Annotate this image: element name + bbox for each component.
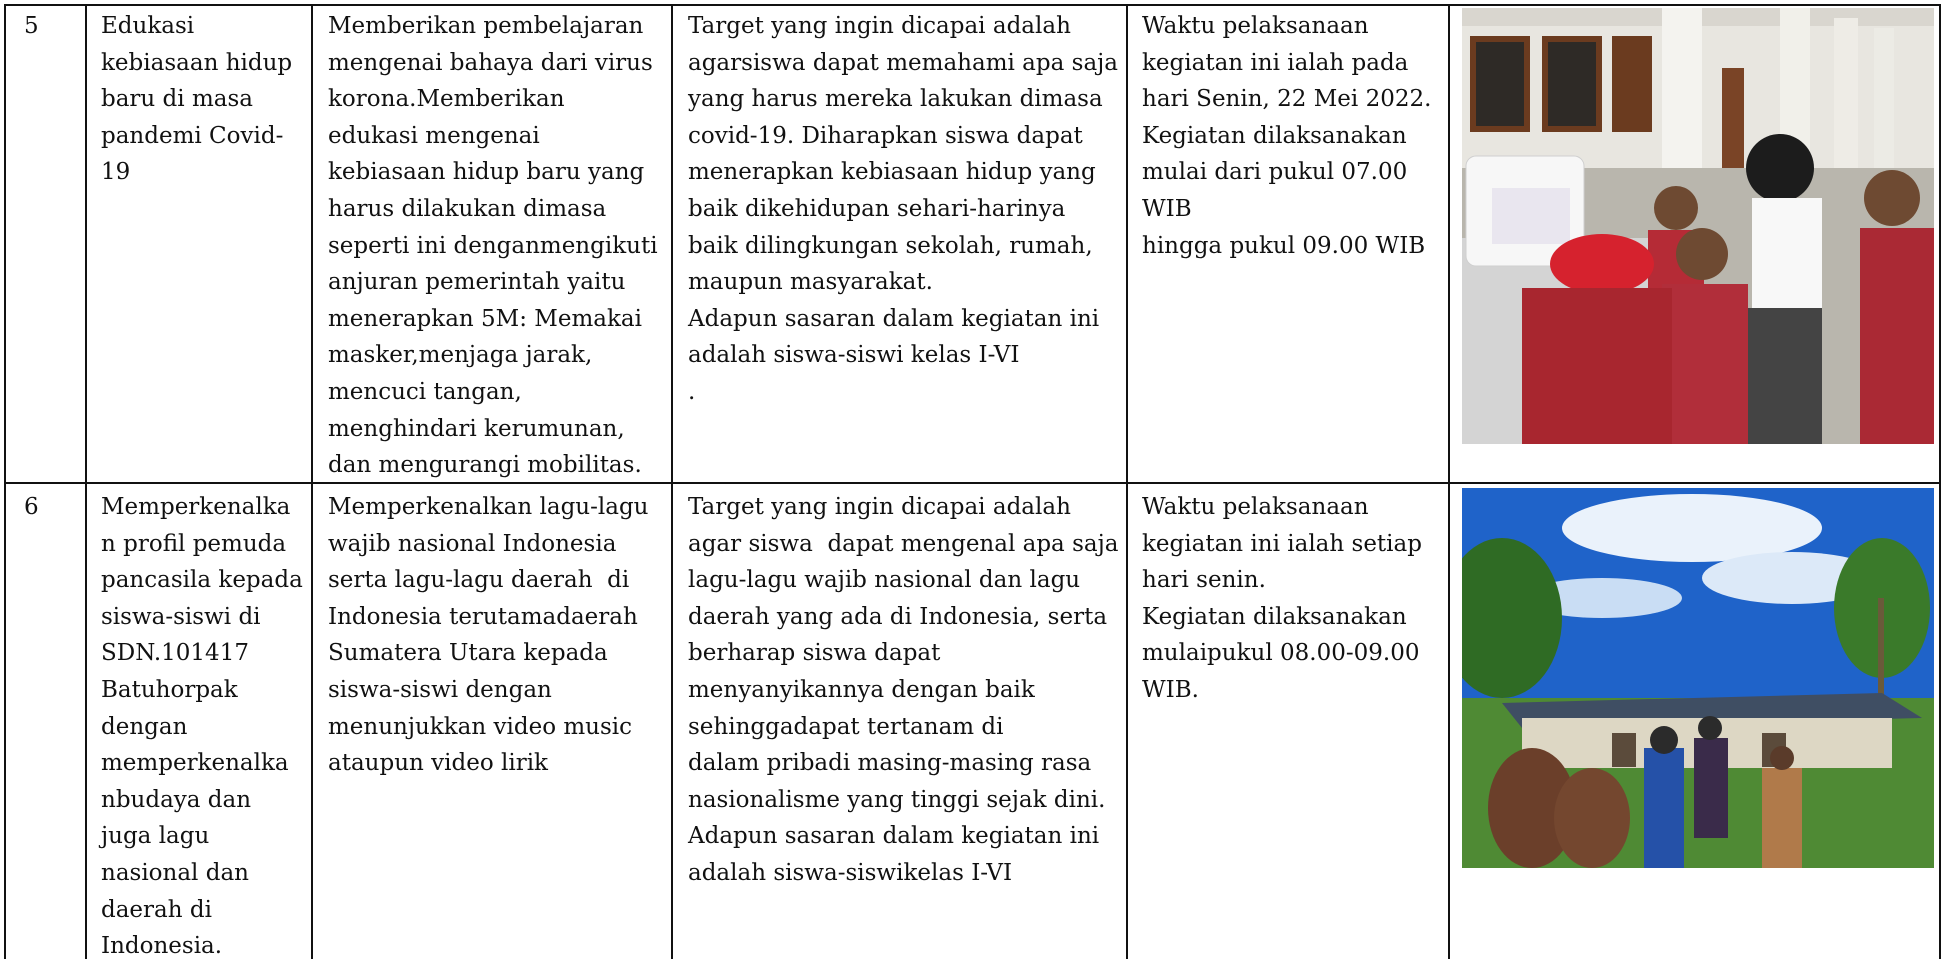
row-6-description: Memperkenalkan lagu-lagu wajib nasional Indonesia serta lagu-lagu daerah di Indonesia terutamadaerah Sumatera Utara kepada siswa-siswi dengan menunjukkan video music ataupun video lirik (328, 494, 649, 777)
row-5-target: Target yang ingin dicapai adalah agarsiswa dapat memahami apa saja yang harus mereka lakukan dimasa covid-19. Diharapkan siswa dapat menerapkan kebiasaan hidup yang baik dikehidupan sehari-harinya baik dilingkungan sekolah, rumah, maupun masyarakat. Adapun sasaran dalam kegiatan ini adalah siswa-siswi kelas I-VI . (688, 13, 1119, 405)
row-6-activity: Memperkenalka n profil pemuda pancasila kepada siswa-siswi di SDN.101417 Batuhorpak dengan memperkenalka nbudaya dan juga lagu nasional dan daerah di Indonesia. (101, 494, 303, 960)
row-6-time: Waktu pelaksanaan kegiatan ini ialah setiap hari senin. Kegiatan dilaksanakan mulaipukul 08.00-09.00 WIB. (1142, 494, 1422, 703)
row-divider (4, 482, 1941, 484)
row-5-description: Memberikan pembelajaran mengenai bahaya dari virus korona.Memberikan edukasi mengenai kebiasaan hidup baru yang harus dilakukan dimasa seperti ini denganmengikuti anjuran pemerintah yaitu menerapkan 5M: Memakai masker,menjaga jarak, mencuci tangan, menghindari kerumunan, dan mengurangi mobilitas. (328, 13, 658, 479)
row-5-activity: Edukasi kebiasaan hidup baru di masa pandemi Covid- 19 (101, 13, 293, 186)
row-6-number: 6 (24, 494, 39, 520)
table-border-top (4, 4, 1941, 6)
row-5-photo-handwashing (1462, 8, 1934, 444)
row-5-number: 5 (24, 13, 39, 39)
row-6-target: Target yang ingin dicapai adalah agar siswa dapat mengenal apa saja lagu-lagu wajib nasional dan lagu daerah yang ada di Indonesia, serta berharap siswa dapat menyanyikannya dengan baik sehinggadapat tertanam di dalam pribadi masing-masing rasa nasionalisme yang tinggi sejak dini. Adapun sasaran dalam kegiatan ini adalah siswa-siswikelas I-VI (688, 494, 1119, 886)
row-6-photo-school-yard (1462, 488, 1934, 868)
row-5-time: Waktu pelaksanaan kegiatan ini ialah pada hari Senin, 22 Mei 2022. Kegiatan dilaksanakan mulai dari pukul 07.00 WIB hingga pukul 09.00 WIB (1142, 13, 1432, 259)
